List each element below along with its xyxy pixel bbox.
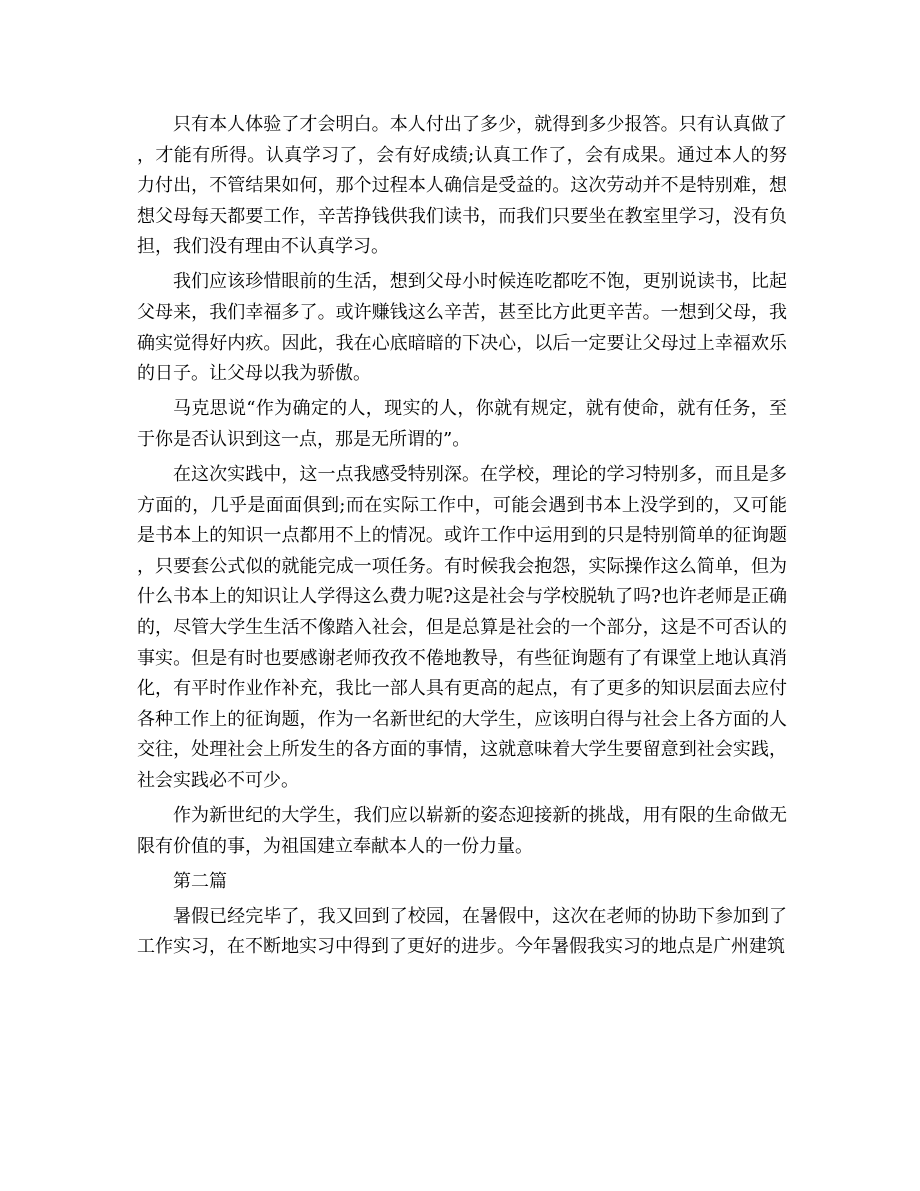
- paragraph-5: 作为新世纪的大学生，我们应以崭新的姿态迎接新的挑战，用有限的生命做无限有价值的事，为祖国建立奉献本人的一份力量。: [137, 805, 787, 857]
- paragraph-4: 在这次实践中，这一点我感受特别深。在学校，理论的学习特别多，而且是多方面的，几乎是面面俱到;而在实际工作中，可能会遇到书本上没学到的，又可能是书本上的知识一点都用不上的情况。或许工作中运用到的只是特别简单的征询题，只要套公式似的就能完成一项任务。有时候我会抱怨，实际操作这么简单，但为什么书本上的知识让人学得这么费力呢?这是社会与学校脱轨了吗?也许老师是正确的，尽管大学生生活不像踏入社会，但是总算是社会的一个部分，这是不可否认的事实。但是有时也要感谢老师孜孜不倦地教导，有些征询题有了有课堂上地认真消化，有平时作业作补充，我比一部人具有更高的起点，有了更多的知识层面去应付各种工作上的征询题，作为一名新世纪的大学生，应该明白得与社会上各方面的人交往，处理社会上所发生的各方面的事情，这就意味着大学生要留意到社会实践，社会实践必不可少。: [137, 464, 787, 791]
- paragraph-3: 马克思说“作为确定的人，现实的人，你就有规定，就有使命，就有任务，至于你是否认识到这一点，那是无所谓的”。: [137, 398, 787, 450]
- document-body: [137, 110, 787, 968]
- paragraph-6: 暑假已经完毕了，我又回到了校园，在暑假中，这次在老师的协助下参加到了工作实习，在不断地实习中得到了更好的进步。今年暑假我实习的地点是广州建筑: [137, 905, 787, 958]
- section-heading: 第二篇: [173, 870, 227, 892]
- paragraph-1: 只有本人体验了才会明白。本人付出了多少，就得到多少报答。只有认真做了，才能有所得。认真学习了，会有好成绩;认真工作了，会有成果。通过本人的努力付出，不管结果如何，那个过程本人确信是受益的。这次劳动并不是特别难，想想父母每天都要工作，辛苦挣钱供我们读书，而我们只要坐在教室里学习，没有负担，我们没有理由不认真学习。: [137, 114, 787, 258]
- paragraph-2: 我们应该珍惜眼前的生活，想到父母小时候连吃都吃不饱，更别说读书，比起父母来，我们幸福多了。或许赚钱这么辛苦，甚至比方此更辛苦。一想到父母，我确实觉得好内疚。因此，我在心底暗暗的下决心，以后一定要让父母过上幸福欢乐的日子。让父母以我为骄傲。: [137, 271, 787, 385]
